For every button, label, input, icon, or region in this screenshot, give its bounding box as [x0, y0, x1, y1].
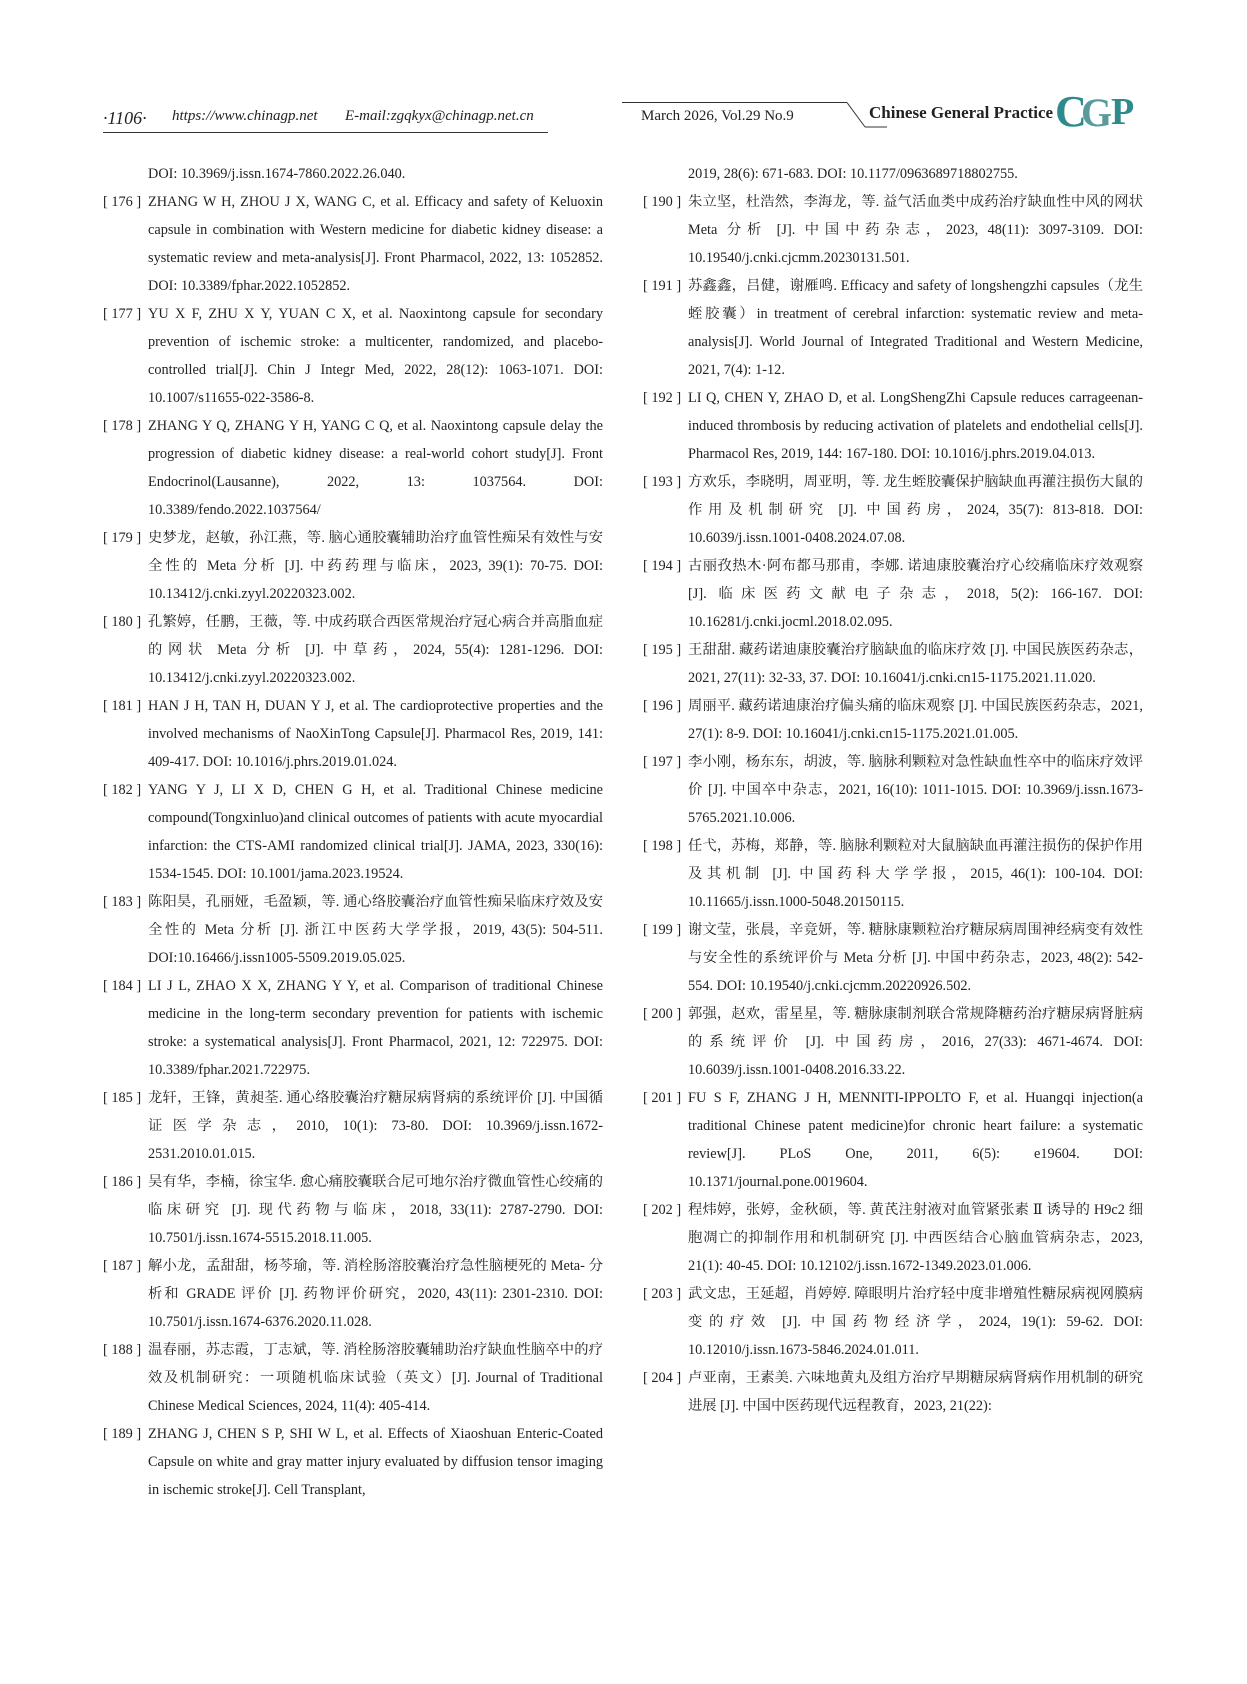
reference-number: [ 194 ]: [643, 558, 682, 574]
reference-text: 朱立坚，杜浩然，李海龙，等. 益气活血类中成药治疗缺血性中风的网状 Meta 分析 [J]. 中国中药杂志，2023, 48(11): 3097-3109. DOI: 10.19540/j.cnki.cjcmm.20230131.501.: [688, 194, 1143, 266]
reference-entry: [103, 1252, 603, 1336]
reference-entry: [643, 468, 1143, 552]
reference-entry: [643, 552, 1143, 636]
reference-text: 古丽孜热木·阿布都马那甫，李娜. 诺迪康胶囊治疗心绞痛临床疗效观察 [J]. 临床医药文献电子杂志，2018, 5(2): 166-167. DOI: 10.16281/j.cnki.jocml.2018.02.095.: [688, 558, 1143, 630]
reference-column-right: [643, 160, 1143, 1420]
cgp-logo-icon: [1055, 88, 1147, 132]
reference-entry: [643, 916, 1143, 1000]
reference-number: [ 204 ]: [643, 1370, 682, 1386]
reference-text: 苏鑫鑫，吕健，谢雁鸣. Efficacy and safety of longshengzhi capsules（龙生蛭胶囊）in treatment of cerebral infarction: systematic review and meta-analysis[J]. World Journal of Integrated Traditional and Western Medicine, 2021, 7(4): 1-12.: [688, 278, 1143, 378]
reference-entry: [643, 748, 1143, 832]
reference-number: [ 198 ]: [643, 838, 682, 854]
reference-entry: [643, 832, 1143, 916]
reference-number: [ 200 ]: [643, 1006, 682, 1022]
reference-entry: [103, 1420, 603, 1504]
reference-text: 王甜甜. 藏药诺迪康胶囊治疗脑缺血的临床疗效 [J]. 中国民族医药杂志，2021, 27(11): 32-33, 37. DOI: 10.16041/j.cnki.cn15-1175.2021.11.020.: [688, 642, 1143, 686]
reference-text: 2019, 28(6): 671-683. DOI: 10.1177/0963689718802755.: [688, 166, 1018, 182]
reference-entry: [643, 1196, 1143, 1280]
reference-number: [ 189 ]: [103, 1426, 142, 1442]
reference-number: [ 199 ]: [643, 922, 682, 938]
reference-text: 任弋，苏梅，郑静，等. 脑脉利颗粒对大鼠脑缺血再灌注损伤的保护作用及其机制 [J]. 中国药科大学学报，2015, 46(1): 100-104. DOI: 10.11665/j.issn.1000-5048.20150115.: [688, 838, 1143, 910]
reference-text: ZHANG W H, ZHOU J X, WANG C, et al. Efficacy and safety of Keluoxin capsule in combination with Western medicine for diabetic kidney disease: a systematic review and meta-analysis[J]. Front Pharmacol, 2022, 13: 1052852. DOI: 10.3389/fphar.2022.1052852.: [148, 194, 603, 294]
reference-text: 龙轩，王锋，黄昶荃. 通心络胶囊治疗糖尿病肾病的系统评价 [J]. 中国循证医学杂志，2010, 10(1): 73-80. DOI: 10.3969/j.issn.1672-2531.2010.01.015.: [148, 1090, 603, 1162]
reference-text: ZHANG Y Q, ZHANG Y H, YANG C Q, et al. Naoxintong capsule delay the progression of diabetic kidney disease: a real-world cohort study[J]. Front Endocrinol(Lausanne), 2022, 13: 1037564. DOI: 10.3389/fendo.2022.1037564/: [148, 418, 603, 518]
reference-entry: [643, 636, 1143, 692]
reference-number: [ 201 ]: [643, 1090, 682, 1106]
reference-text: 温春丽，苏志霞，丁志斌，等. 消栓肠溶胶囊辅助治疗缺血性脑卒中的疗效及机制研究：一项随机临床试验（英文）[J]. Journal of Traditional Chinese Medical Sciences, 2024, 11(4): 405-414.: [148, 1342, 603, 1414]
reference-entry: [103, 776, 603, 888]
reference-entry: [688, 160, 1143, 188]
reference-text: 陈阳昊，孔丽娅，毛盈颖，等. 通心络胶囊治疗血管性痴呆临床疗效及安全性的 Meta 分析 [J]. 浙江中医药大学学报，2019, 43(5): 504-511. DOI:10.16466/j.issn1005-5509.2019.05.025.: [148, 894, 603, 966]
reference-entry: [103, 692, 603, 776]
reference-text: 孔繁婷，任鹏，王薇，等. 中成药联合西医常规治疗冠心病合并高脂血症的网状 Meta 分析 [J]. 中草药，2024, 55(4): 1281-1296. DOI: 10.13412/j.cnki.zyyl.20220323.002.: [148, 614, 603, 686]
reference-entry: [103, 888, 603, 972]
reference-number: [ 196 ]: [643, 698, 682, 714]
reference-entry: [103, 608, 603, 692]
reference-text: LI J L, ZHAO X X, ZHANG Y Y, et al. Comparison of traditional Chinese medicine in the long-term secondary prevention for patients with ischemic stroke: a systematical analysis[J]. Front Pharmacol, 2021, 12: 722975. DOI: 10.3389/fphar.2021.722975.: [148, 978, 603, 1078]
reference-entry: [643, 1280, 1143, 1364]
reference-text: 史梦龙，赵敏，孙江燕，等. 脑心通胶囊辅助治疗血管性痴呆有效性与安全性的 Meta 分析 [J]. 中药药理与临床，2023, 39(1): 70-75. DOI: 10.13412/j.cnki.zyyl.20220323.002.: [148, 530, 603, 602]
reference-number: [ 195 ]: [643, 642, 682, 658]
reference-entry: [643, 1084, 1143, 1196]
reference-text: LI Q, CHEN Y, ZHAO D, et al. LongShengZhi Capsule reduces carrageenan-induced thrombosis by reducing activation of platelets and endothelial cells[J]. Pharmacol Res, 2019, 144: 167-180. DOI: 10.1016/j.phrs.2019.04.013.: [688, 390, 1143, 462]
reference-number: [ 193 ]: [643, 474, 682, 490]
reference-number: [ 180 ]: [103, 614, 142, 630]
reference-entry: [103, 1168, 603, 1252]
reference-entry: [103, 412, 603, 524]
journal-name: Chinese General Practice: [869, 103, 1054, 122]
reference-text: 谢文莹，张晨，辛竞妍，等. 糖脉康颗粒治疗糖尿病周围神经病变有效性与安全性的系统评价与 Meta 分析 [J]. 中国中药杂志，2023, 48(2): 542-554. DOI: 10.19540/j.cnki.cjcmm.20220926.502.: [688, 922, 1143, 994]
reference-entry: [103, 524, 603, 608]
reference-number: [ 184 ]: [103, 978, 142, 994]
reference-entry: [643, 272, 1143, 384]
reference-text: FU S F, ZHANG J H, MENNITI-IPPOLTO F, et al. Huangqi injection(a traditional Chinese patent medicine)for chronic heart failure: a systematic review[J]. PLoS One, 2011, 6(5): e19604. DOI: 10.1371/journal.pone.0019604.: [688, 1090, 1143, 1190]
reference-number: [ 181 ]: [103, 698, 142, 714]
reference-text: HAN J H, TAN H, DUAN Y J, et al. The cardioprotective properties and the involved mechanisms of NaoXinTong Capsule[J]. Pharmacol Res, 2019, 141: 409-417. DOI: 10.1016/j.phrs.2019.01.024.: [148, 698, 603, 770]
reference-text: DOI: 10.3969/j.issn.1674-7860.2022.26.040.: [148, 166, 406, 182]
reference-number: [ 176 ]: [103, 194, 142, 210]
reference-text: 周丽平. 藏药诺迪康治疗偏头痛的临床观察 [J]. 中国民族医药杂志，2021, 27(1): 8-9. DOI: 10.16041/j.cnki.cn15-1175.2021.01.005.: [688, 698, 1143, 742]
reference-number: [ 191 ]: [643, 278, 682, 294]
reference-entry: [643, 1364, 1143, 1420]
reference-text: 吴有华，李楠，徐宝华. 愈心痛胶囊联合尼可地尔治疗微血管性心绞痛的临床研究 [J]. 现代药物与临床，2018, 33(11): 2787-2790. DOI: 10.7501/j.issn.1674-5515.2018.11.005.: [148, 1174, 603, 1246]
reference-entry: [643, 384, 1143, 468]
reference-text: 解小龙，孟甜甜，杨芩瑜，等. 消栓肠溶胶囊治疗急性脑梗死的 Meta- 分析和 GRADE 评价 [J]. 药物评价研究，2020, 43(11): 2301-2310. DOI: 10.7501/j.issn.1674-6376.2020.11.028.: [148, 1258, 603, 1330]
page-header: [0, 0, 1247, 140]
reference-text: 武文忠，王延超，肖婷婷. 障眼明片治疗轻中度非增殖性糖尿病视网膜病变的疗效 [J]. 中国药物经济学，2024, 19(1): 59-62. DOI: 10.12010/j.issn.1673-5846.2024.01.011.: [688, 1286, 1143, 1358]
issue-date: March 2026, Vol.29 No.9: [641, 108, 794, 124]
page-number: ·1106·: [103, 108, 147, 128]
reference-number: [ 183 ]: [103, 894, 142, 910]
reference-number: [ 182 ]: [103, 782, 142, 798]
reference-entry: [643, 1000, 1143, 1084]
reference-number: [ 186 ]: [103, 1174, 142, 1190]
reference-number: [ 203 ]: [643, 1286, 682, 1302]
reference-entry: [103, 188, 603, 300]
reference-text: 郭强，赵欢，雷星星，等. 糖脉康制剂联合常规降糖药治疗糖尿病肾脏病的系统评价 [J]. 中国药房，2016, 27(33): 4671-4674. DOI: 10.6039/j.issn.1001-0408.2016.33.22.: [688, 1006, 1143, 1078]
reference-entry: [643, 692, 1143, 748]
header-rule-right: [622, 102, 847, 103]
reference-number: [ 178 ]: [103, 418, 142, 434]
reference-entry: [103, 300, 603, 412]
reference-number: [ 197 ]: [643, 754, 682, 770]
reference-entry: [103, 972, 603, 1084]
reference-number: [ 177 ]: [103, 306, 142, 322]
journal-url[interactable]: https://www.chinagp.net: [172, 108, 318, 124]
reference-number: [ 185 ]: [103, 1090, 142, 1106]
reference-number: [ 187 ]: [103, 1258, 142, 1274]
reference-text: YU X F, ZHU X Y, YUAN C X, et al. Naoxintong capsule for secondary prevention of ischemic stroke: a multicenter, randomized, and placebo-controlled trial[J]. Chin J Integr Med, 2022, 28(12): 1063-1071. DOI: 10.1007/s11655-022-3586-8.: [148, 306, 603, 406]
reference-number: [ 202 ]: [643, 1202, 682, 1218]
reference-number: [ 188 ]: [103, 1342, 142, 1358]
reference-entry: [643, 188, 1143, 272]
svg-text:C: C: [1055, 88, 1087, 132]
reference-number: [ 192 ]: [643, 390, 682, 406]
reference-column-left: [103, 160, 603, 1504]
reference-entry: [103, 1084, 603, 1168]
reference-number: [ 190 ]: [643, 194, 682, 210]
svg-text:G: G: [1081, 90, 1113, 132]
reference-text: ZHANG J, CHEN S P, SHI W L, et al. Effects of Xiaoshuan Enteric-Coated Capsule on white and gray matter injury evaluated by diffusion tensor imaging in ischemic stroke[J]. Cell Transplant,: [148, 1426, 603, 1498]
header-rule-left: [103, 132, 548, 133]
reference-text: 程炜婷，张婷，金秋硕，等. 黄芪注射液对血管紧张素 Ⅱ 诱导的 H9c2 细胞凋亡的抑制作用和机制研究 [J]. 中西医结合心脑血管病杂志，2023, 21(1): 40-45. DOI: 10.12102/j.issn.1672-1349.2023.01.006.: [688, 1202, 1143, 1274]
reference-text: YANG Y J, LI X D, CHEN G H, et al. Traditional Chinese medicine compound(Tongxinluo)and clinical outcomes of patients with acute myocardial infarction: the CTS-AMI randomized clinical trial[J]. JAMA, 2023, 330(16): 1534-1545. DOI: 10.1001/jama.2023.19524.: [148, 782, 603, 882]
reference-entry: [103, 1336, 603, 1420]
reference-text: 卢亚南，王素美. 六味地黄丸及组方治疗早期糖尿病肾病作用机制的研究进展 [J]. 中国中医药现代远程教育，2023, 21(22):: [688, 1370, 1143, 1414]
reference-text: 李小刚，杨东东，胡波，等. 脑脉利颗粒对急性缺血性卒中的临床疗效评价 [J]. 中国卒中杂志，2021, 16(10): 1011-1015. DOI: 10.3969/j.issn.1673-5765.2021.10.006.: [688, 754, 1143, 826]
svg-text:P: P: [1111, 91, 1135, 132]
reference-number: [ 179 ]: [103, 530, 142, 546]
reference-entry: [148, 160, 603, 188]
reference-text: 方欢乐，李晓明，周亚明，等. 龙生蛭胶囊保护脑缺血再灌注损伤大鼠的作用及机制研究 [J]. 中国药房，2024, 35(7): 813-818. DOI: 10.6039/j.issn.1001-0408.2024.07.08.: [688, 474, 1143, 546]
journal-email[interactable]: E-mail:zgqkyx@chinagp.net.cn: [345, 108, 534, 124]
